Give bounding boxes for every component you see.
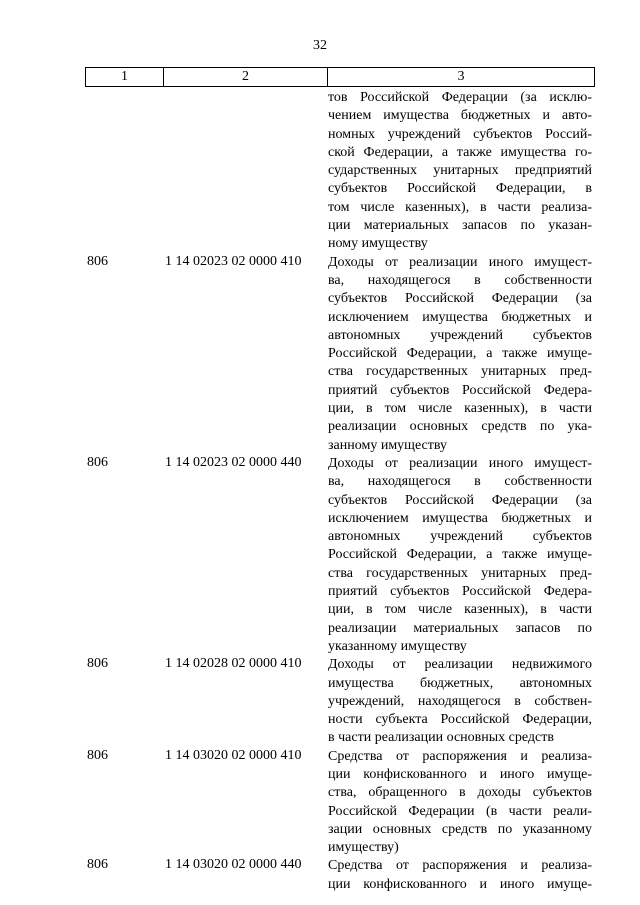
budget-classification-code-cell: 1 14 03020 02 0000 440 [165,857,302,873]
description-line: ства, обращенного в доходы субъектов [328,785,592,801]
description-line: ции, в том числе казенных), в части [328,602,592,618]
description-line: учреждений, находящегося в собствен- [328,693,592,709]
description-line: Российской Федерации, а также имуще- [328,346,592,362]
description-line: занному имуществу [328,437,447,453]
administrator-code-cell: 806 [87,454,108,470]
description-line: Доходы от реализации недвижимого [328,657,592,673]
description-line: приятий субъектов Российской Федера- [328,382,592,398]
description-line: том числе казенных), в части реализа- [328,199,592,215]
description-line: Средства от распоряжения и реализа- [328,748,592,764]
revenue-table-body [85,89,595,894]
revenue-description-cell [328,748,592,858]
description-line: ции конфискованного и иного имуще- [328,876,592,892]
description-line: номных учреждений субъектов Россий- [328,126,592,142]
description-line: субъектов Российской Федерации (за [328,492,592,508]
description-line: ва, находящегося в собственности [328,272,592,288]
budget-classification-code-cell: 1 14 02028 02 0000 410 [165,656,302,672]
revenue-description-cell [328,254,592,455]
description-line: автономных учреждений субъектов [328,327,592,343]
description-line: ской Федерации, а также имущества го- [328,144,592,160]
description-line: ства государственных унитарных пред- [328,364,592,380]
column-header-3: 3 [328,68,595,87]
budget-classification-code-cell: 1 14 03020 02 0000 410 [165,747,302,763]
description-line: ва, находящегося в собственности [328,474,592,490]
description-line: исключением имущества бюджетных и [328,510,592,526]
description-line: Российской Федерации, а также имуще- [328,547,592,563]
table-row [85,857,595,894]
table-row [85,89,595,254]
revenue-description-cell [328,656,592,747]
description-line: реализации основных средств по ука- [328,419,592,435]
budget-classification-code-cell: 1 14 02023 02 0000 410 [165,253,302,269]
table-row [85,748,595,858]
table-row [85,455,595,656]
page-number: 32 [313,38,327,53]
column-header-table [85,67,595,87]
description-line: исключением имущества бюджетных и [328,309,592,325]
description-line: Средства от распоряжения и реализа- [328,858,592,874]
description-line: в части реализации основных средств [328,730,554,746]
description-line: чением имущества бюджетных и авто- [328,108,592,124]
administrator-code-cell: 806 [87,253,108,269]
revenue-description-cell [328,455,592,656]
description-line: Доходы от реализации иного имущест- [328,455,592,471]
description-line: имуществу) [328,840,399,856]
description-line: ции конфискованного и иного имуще- [328,766,592,782]
description-line: ности субъекта Российской Федерации, [328,712,592,728]
description-line: Российской Федерации (в части реали- [328,803,592,819]
description-line: зации основных средств по указанному [328,821,592,837]
revenue-description-cell [328,89,592,254]
column-header-row [86,68,595,87]
column-header-1: 1 [86,68,164,87]
administrator-code-cell: 806 [87,656,108,672]
description-line: ства государственных унитарных пред- [328,565,592,581]
administrator-code-cell: 806 [87,857,108,873]
budget-classification-code-cell: 1 14 02023 02 0000 440 [165,454,302,470]
description-line: сударственных унитарных предприятий [328,163,592,179]
column-header-2: 2 [164,68,328,87]
description-line: указанному имуществу [328,638,467,654]
description-line: автономных учреждений субъектов [328,529,592,545]
description-line: ции материальных запасов по указан- [328,218,592,234]
description-line: имущества бюджетных, автономных [328,675,592,691]
description-line: Доходы от реализации иного имущест- [328,254,592,270]
description-line: тов Российской Федерации (за исклю- [328,90,592,105]
administrator-code-cell: 806 [87,747,108,763]
description-line: приятий субъектов Российской Федера- [328,584,592,600]
description-line: ции, в том числе казенных), в части [328,401,592,417]
description-line: ному имуществу [328,236,428,252]
table-row [85,254,595,455]
description-line: субъектов Российской Федерации (за [328,291,592,307]
table-row [85,656,595,747]
revenue-description-cell [328,857,592,894]
description-line: реализации материальных запасов по [328,620,592,636]
description-line: субъектов Российской Федерации, в [328,181,592,197]
